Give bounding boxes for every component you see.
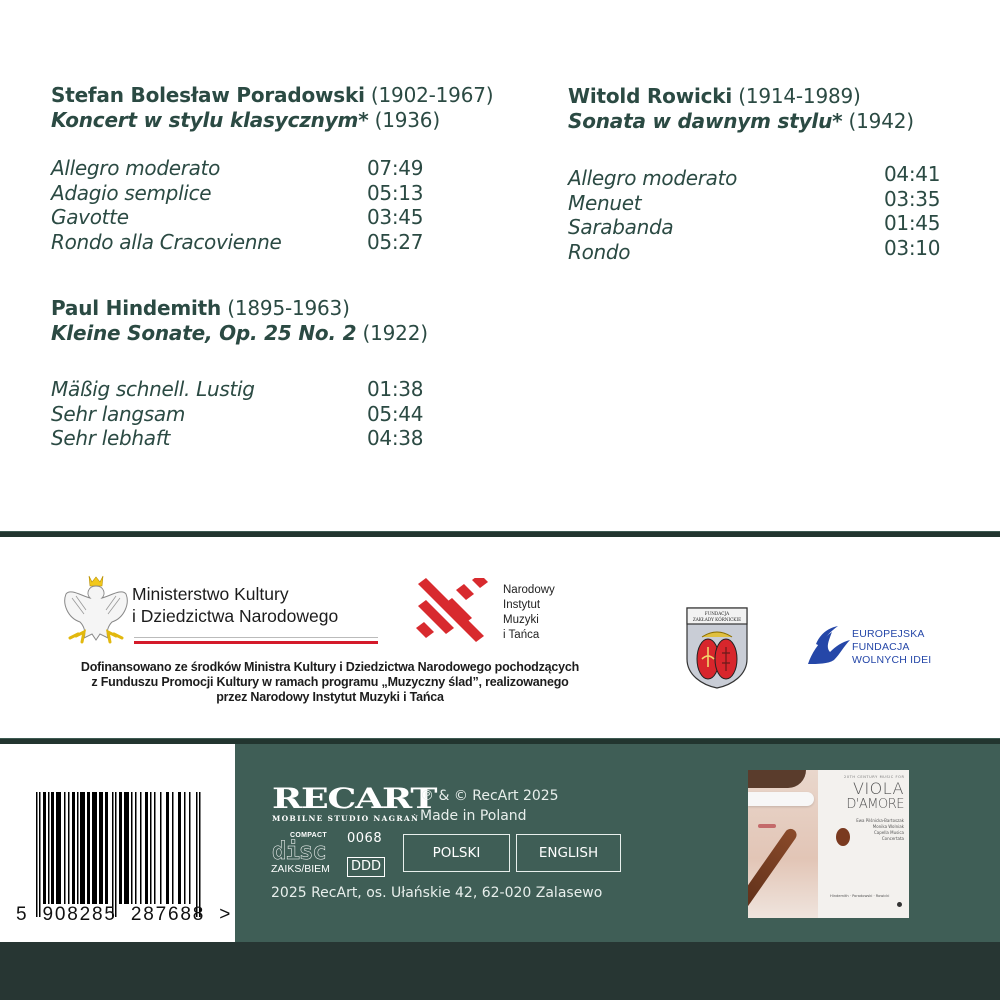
composer-name: Paul Hindemith [51, 296, 222, 320]
copyright-block [420, 786, 559, 826]
work-poradowski [51, 83, 493, 254]
duration: 05:44 [367, 401, 424, 426]
duration: 07:49 [367, 156, 424, 180]
composer-line [51, 83, 493, 108]
movement: Menuet [568, 190, 642, 215]
movement: Sehr langsam [51, 401, 185, 426]
movement: Sehr lebhaft [51, 426, 171, 450]
nimit-name [503, 583, 555, 643]
ministry-line1: Ministerstwo Kultury [132, 584, 289, 604]
track-row [51, 181, 493, 206]
recart-wordmark: RECART [272, 782, 437, 815]
funding-note-line1: Dofinansowano ze środków Ministra Kultury i Dziedzictwa Narodowego pochodzących [80, 660, 580, 674]
composer-name: Stefan Bolesław Poradowski [51, 83, 365, 107]
cover-composers: Hindemith · Poradowski · Rowicki [830, 894, 890, 898]
track-row [51, 426, 428, 451]
work-title: Koncert w stylu klasycznym* [51, 108, 369, 132]
track-row [51, 205, 493, 230]
zaiks-label: ZAIKS/BIEM [271, 863, 330, 875]
work-hindemith [51, 296, 428, 451]
album-cover-thumbnail[interactable] [748, 770, 909, 918]
english-button[interactable]: ENGLISH [516, 834, 621, 872]
catalog-number: 0068 [347, 831, 383, 846]
nimit-line2: Instytut [503, 599, 541, 611]
cover-lips [758, 824, 776, 828]
label-mark-icon [897, 902, 902, 907]
composer-dates: (1902-1967) [370, 83, 494, 107]
track-row [51, 230, 493, 255]
work-rowicki [568, 84, 941, 264]
viola-head-icon [836, 828, 850, 846]
composer-name: Witold Rowicki [568, 84, 733, 108]
work-year: (1922) [362, 321, 428, 345]
track-list [568, 162, 941, 264]
work-year: (1936) [374, 108, 440, 132]
work-title-line [568, 109, 914, 134]
polski-button[interactable]: POLSKI [403, 834, 510, 872]
recart-logo [272, 782, 437, 823]
work-year: (1942) [848, 109, 914, 133]
composer-dates: (1895-1963) [227, 296, 350, 320]
cover-artist: Ewa Pilśnicka-Bartoszak [856, 818, 904, 823]
bird-logo-icon [806, 624, 850, 666]
duration: 01:38 [367, 377, 424, 401]
nimit-line3: Muzyki [503, 614, 539, 626]
compact-disc-logo-icon [272, 832, 334, 865]
made-in-line: Made in Poland [420, 808, 527, 824]
barcode-panel [0, 744, 235, 942]
work-title: Kleine Sonate, Op. 25 No. 2 [51, 321, 357, 345]
composer-line [51, 296, 428, 321]
duration: 05:13 [367, 180, 424, 205]
funding-note-line3: przez Narodowy Instytut Muzyki i Tańca [216, 690, 444, 704]
movement: Allegro moderato [51, 156, 221, 180]
work-title-line [51, 108, 493, 133]
label-address: 2025 RecArt, os. Ułańskie 42, 62-020 Zalasewo [271, 885, 603, 901]
polish-eagle-icon [62, 574, 130, 648]
track-list [51, 156, 493, 254]
barcode-number: 5 908285 287688 > [16, 904, 233, 925]
track-row [568, 186, 941, 216]
efwi-name [852, 628, 931, 667]
track-list [51, 377, 428, 451]
cover-artist: Monika Wolniak [872, 824, 904, 829]
composer-line [568, 84, 914, 109]
work-title: Sonata w dawnym stylu* [568, 109, 843, 133]
composer-dates: (1914-1989) [738, 84, 861, 108]
track-row [568, 235, 941, 265]
spars-code-badge: DDD [347, 857, 385, 877]
track-row [568, 211, 941, 240]
cover-top-line: 20TH CENTURY MUSIC FOR [844, 775, 905, 779]
cover-title-line2: D'AMORE [846, 797, 904, 812]
cover-artist: Capella Musica Concertata [873, 830, 904, 841]
divider [0, 531, 1000, 537]
duration: 05:27 [367, 229, 424, 254]
ministry-grey-rule [134, 637, 378, 638]
svg-text:ZAKŁADY KÓRNICKIE: ZAKŁADY KÓRNICKIE [692, 617, 742, 622]
movement: Gavotte [51, 205, 129, 229]
cover-title [836, 781, 904, 813]
work-title-line [51, 321, 428, 346]
duration: 04:41 [884, 162, 941, 186]
duration: 03:35 [884, 186, 941, 211]
track-row [51, 156, 493, 181]
barcode-icon [36, 792, 208, 917]
movement: Rondo [568, 239, 631, 264]
track-row [568, 162, 941, 191]
coat-of-arms-icon [686, 607, 748, 689]
movement: Mäßig schnell. Lustig [51, 377, 255, 401]
ministry-name [132, 583, 338, 627]
cd-compact-label: COMPACT [290, 832, 327, 839]
movement: Sarabanda [568, 215, 674, 239]
cover-hair [748, 770, 806, 788]
track-row [51, 377, 428, 402]
efwi-line1: EUROPEJSKA [852, 628, 925, 640]
ministry-red-rule [134, 641, 378, 644]
duration: 04:38 [367, 426, 424, 450]
track-row [51, 402, 428, 427]
cover-title-line1: VIOLA [853, 779, 904, 798]
copyright-line: ℗ & © RecArt 2025 [420, 788, 559, 804]
nimit-line4: i Tańca [503, 629, 540, 641]
funding-note [40, 660, 620, 705]
nimit-line1: Narodowy [503, 584, 555, 596]
ministry-line2: i Dziedzictwa Narodowego [132, 606, 339, 626]
cd-disc-label: disc [272, 837, 326, 865]
duration: 01:45 [884, 211, 941, 235]
nimit-logo-icon [414, 578, 490, 644]
duration: 03:10 [884, 235, 941, 260]
movement: Rondo alla Cracovienne [51, 229, 282, 254]
cover-artists [852, 818, 904, 842]
recart-subtitle: MOBILNE STUDIO NAGRAŃ [272, 814, 420, 823]
movement: Allegro moderato [568, 166, 738, 190]
svg-text:FUNDACJA: FUNDACJA [704, 611, 730, 616]
funding-note-line2: z Funduszu Promocji Kultury w ramach programu „Muzyczny ślad”, realizowanego [91, 675, 569, 689]
efwi-line2: FUNDACJA [852, 641, 910, 653]
duration: 03:45 [367, 205, 424, 229]
cover-blindfold [748, 792, 814, 806]
movement: Adagio semplice [51, 180, 212, 205]
efwi-line3: WOLNYCH IDEI [852, 654, 932, 666]
